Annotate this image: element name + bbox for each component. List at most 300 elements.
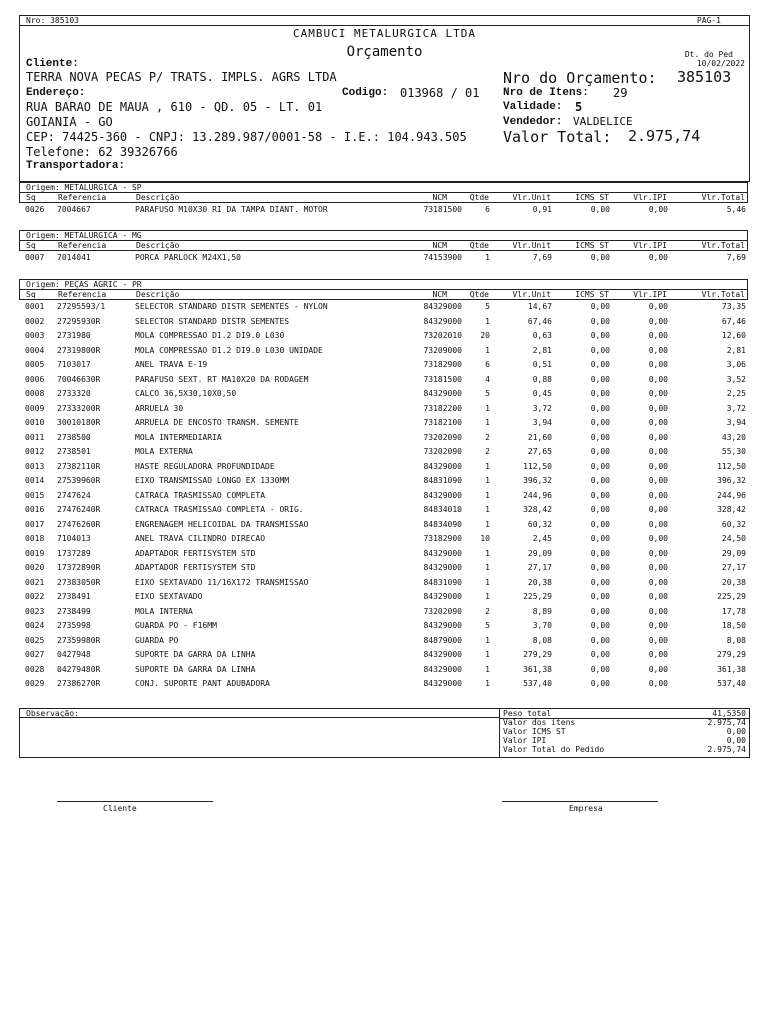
items-value: 29 [613, 86, 628, 100]
row-icms: 0,00 [590, 635, 610, 645]
row-ncm: 73181500 [423, 374, 462, 384]
observacao-body [20, 718, 500, 757]
row-ncm: 84831090 [423, 577, 462, 587]
row-ncm: 84329000 [423, 316, 462, 326]
col-ncm: NCM [432, 290, 447, 299]
table-row [19, 547, 748, 562]
signature-label-cliente: Cliente [103, 804, 137, 813]
row-ipi: 0,00 [648, 548, 668, 558]
row-ref: 1737289 [57, 548, 91, 558]
col-icms: ICMS ST [575, 241, 609, 250]
table-row [19, 518, 748, 533]
client-phone: Telefone: 62 39326766 [26, 145, 178, 159]
table-row [19, 663, 748, 678]
row-total: 361,38 [717, 664, 746, 674]
row-total: 12,60 [721, 331, 746, 340]
section-rows [19, 300, 748, 692]
table-row [19, 576, 748, 591]
row-icms: 0,00 [590, 476, 610, 485]
row-sq: 0018 [25, 534, 45, 543]
items-label: Nro de Itens: [503, 87, 589, 99]
table-row [19, 387, 748, 402]
row-unit: 2,81 [532, 345, 552, 355]
row-ipi: 0,00 [648, 360, 668, 369]
row-ncm: 84329000 [423, 302, 462, 311]
row-sq: 0025 [25, 635, 45, 645]
row-qtde: 1 [485, 548, 490, 558]
row-unit: 3,94 [532, 418, 552, 427]
col-desc: Descrição [136, 193, 180, 202]
row-qtde: 6 [485, 360, 490, 369]
col-ref: Referencia [58, 193, 107, 202]
row-total: 537,40 [717, 679, 746, 688]
row-ipi: 0,00 [648, 534, 668, 543]
row-ncm: 84329000 [423, 548, 462, 558]
row-ref: 27359980R [57, 635, 101, 645]
row-ipi: 0,00 [648, 664, 668, 674]
row-ncm: 84329000 [423, 461, 462, 471]
totals-key: Valor IPI [503, 736, 547, 745]
row-ncm: 84834010 [423, 505, 462, 514]
row-ipi: 0,00 [648, 505, 668, 514]
row-qtde: 1 [485, 650, 490, 659]
row-ipi: 0,00 [648, 331, 668, 340]
col-sq: Sq [26, 241, 36, 250]
row-ipi: 0,00 [648, 447, 668, 456]
table-row [19, 561, 748, 576]
row-unit: 3,70 [532, 621, 552, 630]
row-total: 3,72 [726, 403, 746, 413]
row-icms: 0,00 [590, 461, 610, 471]
row-ncm: 73202090 [423, 432, 462, 442]
row-sq: 0009 [25, 403, 45, 413]
column-header [19, 240, 748, 251]
totals-value: 2.975,74 [707, 745, 746, 754]
row-icms: 0,00 [590, 418, 610, 427]
row-ref: 7104013 [57, 534, 91, 543]
row-sq: 0015 [25, 490, 45, 500]
row-unit: 29,09 [527, 548, 552, 558]
row-sq: 0004 [25, 345, 45, 355]
row-ref: 17372890R [57, 563, 101, 572]
section-metalurgica-mg [19, 230, 748, 266]
row-ncm: 73182900 [423, 360, 462, 369]
table-row [19, 300, 748, 315]
row-unit: 244,96 [523, 490, 552, 500]
table-row [19, 474, 748, 489]
row-icms: 0,00 [590, 679, 610, 688]
row-ncm: 73182100 [423, 418, 462, 427]
row-ncm: 84329000 [423, 563, 462, 572]
col-ipi: Vlr.IPI [633, 241, 667, 250]
row-sq: 0016 [25, 505, 45, 514]
row-qtde: 1 [485, 679, 490, 688]
row-ipi: 0,00 [648, 461, 668, 471]
row-icms: 0,00 [590, 205, 610, 214]
row-ncm: 84834090 [423, 519, 462, 529]
date-value: 10/02/2022 [696, 59, 745, 68]
col-total: Vlr.Total [701, 290, 745, 299]
table-row [19, 590, 748, 605]
row-icms: 0,00 [590, 534, 610, 543]
client-ids: CEP: 74425-360 - CNPJ: 13.289.987/0001-58 - I.E.: 104.943.505 [26, 130, 467, 144]
row-unit: 537,40 [523, 679, 552, 688]
row-ref: 27476240R [57, 505, 101, 514]
row-sq: 0026 [25, 205, 45, 214]
row-unit: 0,88 [532, 374, 552, 384]
row-qtde: 1 [485, 505, 490, 514]
row-unit: 8,89 [532, 606, 552, 616]
row-total: 18,50 [721, 621, 746, 630]
row-sq: 0021 [25, 577, 45, 587]
row-ipi: 0,00 [648, 316, 668, 326]
row-icms: 0,00 [590, 253, 610, 262]
row-ref: 27319800R [57, 345, 101, 355]
row-ncm: 74153900 [423, 253, 462, 262]
row-unit: 0,91 [532, 205, 552, 214]
col-qtde: Qtde [469, 241, 489, 250]
row-ref: 70046630R [57, 374, 101, 384]
totals-key: Valor dos itens [503, 718, 576, 727]
order-number-value: 385103 [677, 68, 732, 86]
row-unit: 3,72 [532, 403, 552, 413]
validade-label: Validade: [503, 101, 563, 113]
row-sq: 0012 [25, 447, 45, 456]
section-pecas-agric-pr [19, 279, 748, 692]
row-ref: 27382110R [57, 461, 101, 471]
table-row [19, 460, 748, 475]
col-unit: Vlr.Unit [512, 241, 551, 250]
row-ref: 2738499 [57, 606, 91, 616]
row-ref: 27295930R [57, 316, 101, 326]
endereco-label: Endereço: [26, 87, 86, 99]
row-ref: 0427948 [57, 650, 91, 659]
row-total: 328,42 [717, 505, 746, 514]
row-icms: 0,00 [590, 490, 610, 500]
row-total: 3,52 [726, 374, 746, 384]
row-ncm: 84329000 [423, 490, 462, 500]
row-sq: 0007 [25, 253, 45, 262]
row-ncm: 73209000 [423, 345, 462, 355]
row-sq: 0001 [25, 302, 45, 311]
row-sq: 0028 [25, 664, 45, 674]
col-desc: Descrição [136, 241, 180, 250]
row-sq: 0002 [25, 316, 45, 326]
row-icms: 0,00 [590, 345, 610, 355]
row-icms: 0,00 [590, 563, 610, 572]
row-qtde: 1 [485, 476, 490, 485]
row-qtde: 10 [480, 534, 490, 543]
row-ncm: 84329000 [423, 389, 462, 398]
row-total: 3,06 [726, 360, 746, 369]
row-ipi: 0,00 [648, 563, 668, 572]
row-ipi: 0,00 [648, 253, 668, 262]
row-desc: HASTE REGULADORA PROFUNDIDADE [135, 461, 275, 471]
row-qtde: 1 [485, 345, 490, 355]
row-ncm: 84329000 [423, 650, 462, 659]
row-icms: 0,00 [590, 331, 610, 340]
row-ipi: 0,00 [648, 606, 668, 616]
row-sq: 0008 [25, 389, 45, 398]
table-row [19, 677, 748, 692]
row-unit: 0,45 [532, 389, 552, 398]
table-row [19, 648, 748, 663]
col-total: Vlr.Total [701, 241, 745, 250]
row-total: 60,32 [721, 519, 746, 529]
row-qtde: 5 [485, 621, 490, 630]
row-ncm: 73181500 [423, 205, 462, 214]
row-sq: 0020 [25, 563, 45, 572]
row-ipi: 0,00 [648, 635, 668, 645]
row-qtde: 1 [485, 635, 490, 645]
col-ref: Referencia [58, 241, 107, 250]
codigo-value: 013968 / 01 [400, 86, 480, 100]
row-ncm: 84329000 [423, 621, 462, 630]
table-row [19, 416, 748, 431]
row-qtde: 5 [485, 302, 490, 311]
row-ref: 27386270R [57, 679, 101, 688]
row-desc: MOLA COMPRESSAO D1.2 DI9.0 L030 UNIDADE [135, 345, 323, 355]
row-ncm: 84831090 [423, 476, 462, 485]
row-unit: 328,42 [523, 505, 552, 514]
row-ref: 30010180R [57, 418, 101, 427]
row-qtde: 1 [485, 253, 490, 262]
doc-number: Nro: 385103 [26, 16, 79, 25]
col-unit: Vlr.Unit [512, 290, 551, 299]
row-sq: 0003 [25, 331, 45, 340]
row-icms: 0,00 [590, 316, 610, 326]
row-desc: ENGRENAGEM HELICOIDAL DA TRANSMISSAO [135, 519, 309, 529]
row-ref: 27476260R [57, 519, 101, 529]
row-icms: 0,00 [590, 389, 610, 398]
row-icms: 0,00 [590, 548, 610, 558]
row-unit: 8,08 [532, 635, 552, 645]
row-ref: 2738500 [57, 432, 91, 442]
row-icms: 0,00 [590, 664, 610, 674]
row-ncm: 84329000 [423, 664, 462, 674]
row-desc: EIXO SEXTAVADO 11/16X172 TRANSMISSAO [135, 577, 309, 587]
totals-key: Peso total [503, 709, 552, 718]
row-ipi: 0,00 [648, 519, 668, 529]
row-total: 2,25 [726, 389, 746, 398]
row-icms: 0,00 [590, 606, 610, 616]
row-ipi: 0,00 [648, 374, 668, 384]
row-qtde: 1 [485, 563, 490, 572]
row-unit: 60,32 [527, 519, 552, 529]
row-desc: CATRACA TRASMISSAO COMPLETA [135, 490, 266, 500]
col-sq: Sq [26, 290, 36, 299]
row-desc: ARRUELA 30 [135, 403, 184, 413]
row-ref: 04279480R [57, 664, 101, 674]
row-sq: 0022 [25, 592, 45, 601]
client-label: Cliente: [26, 58, 79, 70]
section-origin: Origem: METALURGICA - SP [19, 182, 748, 192]
row-qtde: 5 [485, 389, 490, 398]
table-row [19, 402, 748, 417]
row-total: 279,29 [717, 650, 746, 659]
table-row [19, 503, 748, 518]
row-total: 225,29 [717, 592, 746, 601]
row-desc: ADAPTADOR FERTISYSTEM STD [135, 563, 256, 572]
row-unit: 396,32 [523, 476, 552, 485]
table-row [19, 605, 748, 620]
row-icms: 0,00 [590, 519, 610, 529]
row-sq: 0017 [25, 519, 45, 529]
table-row [19, 203, 748, 218]
doc-title: Orçamento [346, 44, 423, 60]
row-sq: 0011 [25, 432, 45, 442]
header-block [19, 25, 750, 182]
row-unit: 27,17 [527, 563, 552, 572]
col-ncm: NCM [432, 241, 447, 250]
section-rows [19, 251, 748, 266]
transportadora-label: Transportadora: [26, 160, 126, 172]
row-unit: 67,46 [527, 316, 552, 326]
row-ref: 7103017 [57, 360, 91, 369]
row-ipi: 0,00 [648, 577, 668, 587]
col-qtde: Qtde [469, 290, 489, 299]
row-unit: 112,50 [523, 461, 552, 471]
row-desc: CATRACA TRASMISSAO COMPLETA - ORIG. [135, 505, 304, 514]
row-total: 3,94 [726, 418, 746, 427]
totals-value: 0,00 [726, 727, 746, 736]
row-ipi: 0,00 [648, 418, 668, 427]
totals-row [500, 736, 749, 745]
row-sq: 0006 [25, 374, 45, 384]
row-ipi: 0,00 [648, 679, 668, 688]
row-desc: GUARDA PO - F16MM [135, 621, 217, 630]
row-ref: 27383050R [57, 577, 101, 587]
row-desc: MOLA EXTERNA [135, 447, 193, 456]
row-icms: 0,00 [590, 577, 610, 587]
row-ncm: 73202090 [423, 447, 462, 456]
col-total: Vlr.Total [701, 193, 745, 202]
row-desc: PARAFUSO M10X30 RI DA TAMPA DIANT. MOTOR [135, 205, 328, 214]
row-ref: 27539960R [57, 476, 101, 485]
row-icms: 0,00 [590, 302, 610, 311]
col-unit: Vlr.Unit [512, 193, 551, 202]
row-ref: 2731980 [57, 331, 91, 340]
row-unit: 14,67 [527, 302, 552, 311]
row-ref: 7004667 [57, 205, 91, 214]
row-unit: 0,63 [532, 331, 552, 340]
row-qtde: 1 [485, 664, 490, 674]
row-total: 112,50 [717, 461, 746, 471]
row-qtde: 4 [485, 374, 490, 384]
row-desc: SUPORTE DA GARRA DA LINHA [135, 650, 256, 659]
table-row [19, 251, 748, 266]
row-desc: ARRUELA DE ENCOSTO TRANSM. SEMENTE [135, 418, 299, 427]
row-qtde: 1 [485, 490, 490, 500]
row-ncm: 84329000 [423, 592, 462, 601]
col-ipi: Vlr.IPI [633, 290, 667, 299]
row-sq: 0024 [25, 621, 45, 630]
row-ipi: 0,00 [648, 592, 668, 601]
vendedor-label: Vendedor: [503, 116, 563, 128]
col-desc: Descrição [136, 290, 180, 299]
row-total: 5,46 [726, 205, 746, 214]
table-row [19, 445, 748, 460]
row-desc: MOLA COMPRESSAO D1.2 DI9.0 L030 [135, 331, 285, 340]
row-desc: ANEL TRAVA CILINDRO DIRECAO [135, 534, 266, 543]
row-qtde: 1 [485, 577, 490, 587]
row-unit: 361,38 [523, 664, 552, 674]
row-ref: 27333200R [57, 403, 101, 413]
row-icms: 0,00 [590, 621, 610, 630]
row-sq: 0010 [25, 418, 45, 427]
row-qtde: 2 [485, 432, 490, 442]
row-sq: 0023 [25, 606, 45, 616]
row-total: 2,81 [726, 345, 746, 355]
row-sq: 0027 [25, 650, 45, 659]
order-number-label: Nro do Orçamento: [503, 69, 657, 87]
column-header [19, 289, 748, 300]
totals-row [500, 727, 749, 736]
page-number: PAG-1 [696, 16, 721, 25]
totals-value: 2.975,74 [707, 718, 746, 727]
row-ipi: 0,00 [648, 432, 668, 442]
table-row [19, 634, 748, 649]
row-ipi: 0,00 [648, 205, 668, 214]
row-desc: SUPORTE DA GARRA DA LINHA [135, 664, 256, 674]
row-ref: 2738491 [57, 592, 91, 601]
row-unit: 0,51 [532, 360, 552, 369]
row-total: 396,32 [717, 476, 746, 485]
row-qtde: 6 [485, 205, 490, 214]
row-ipi: 0,00 [648, 621, 668, 630]
row-desc: CONJ. SUPORTE PANT ADUBADORA [135, 679, 270, 688]
row-ipi: 0,00 [648, 389, 668, 398]
row-icms: 0,00 [590, 403, 610, 413]
row-sq: 0013 [25, 461, 45, 471]
table-row [19, 373, 748, 388]
row-ref: 2747624 [57, 490, 91, 500]
footer-totals-block [19, 708, 750, 758]
row-ref: 27295593/1 [57, 302, 106, 311]
table-row [19, 489, 748, 504]
signature-label-empresa: Empresa [569, 804, 603, 813]
row-unit: 2,45 [532, 534, 552, 543]
row-desc: MOLA INTERNA [135, 606, 193, 616]
row-total: 20,38 [721, 577, 746, 587]
codigo-label: Codigo: [342, 87, 389, 99]
valor-total-label: Valor Total: [503, 128, 612, 146]
company-name: CAMBUCI METALURGICA LTDA [293, 27, 476, 40]
row-ref: 2738501 [57, 447, 91, 456]
row-icms: 0,00 [590, 505, 610, 514]
totals-value: 0,00 [726, 736, 746, 745]
row-desc: SELECTOR STANDARD DISTR SEMENTES - NYLON [135, 302, 328, 311]
table-row [19, 329, 748, 344]
row-qtde: 1 [485, 461, 490, 471]
totals-row [500, 718, 749, 727]
signature-line-cliente [57, 801, 213, 802]
totals-row [500, 745, 749, 754]
column-header [19, 192, 748, 203]
row-unit: 21,60 [527, 432, 552, 442]
row-total: 8,08 [726, 635, 746, 645]
row-total: 67,46 [721, 316, 746, 326]
row-desc: PARAFUSO SEXT. RT MA10X20 DA RODAGEM [135, 374, 309, 384]
row-ipi: 0,00 [648, 650, 668, 659]
col-icms: ICMS ST [575, 193, 609, 202]
row-qtde: 1 [485, 418, 490, 427]
row-sq: 0019 [25, 548, 45, 558]
row-qtde: 1 [485, 592, 490, 601]
row-ipi: 0,00 [648, 403, 668, 413]
section-origin: Origem: METALURGICA - MG [19, 230, 748, 240]
valor-total-value: 2.975,74 [628, 127, 701, 145]
